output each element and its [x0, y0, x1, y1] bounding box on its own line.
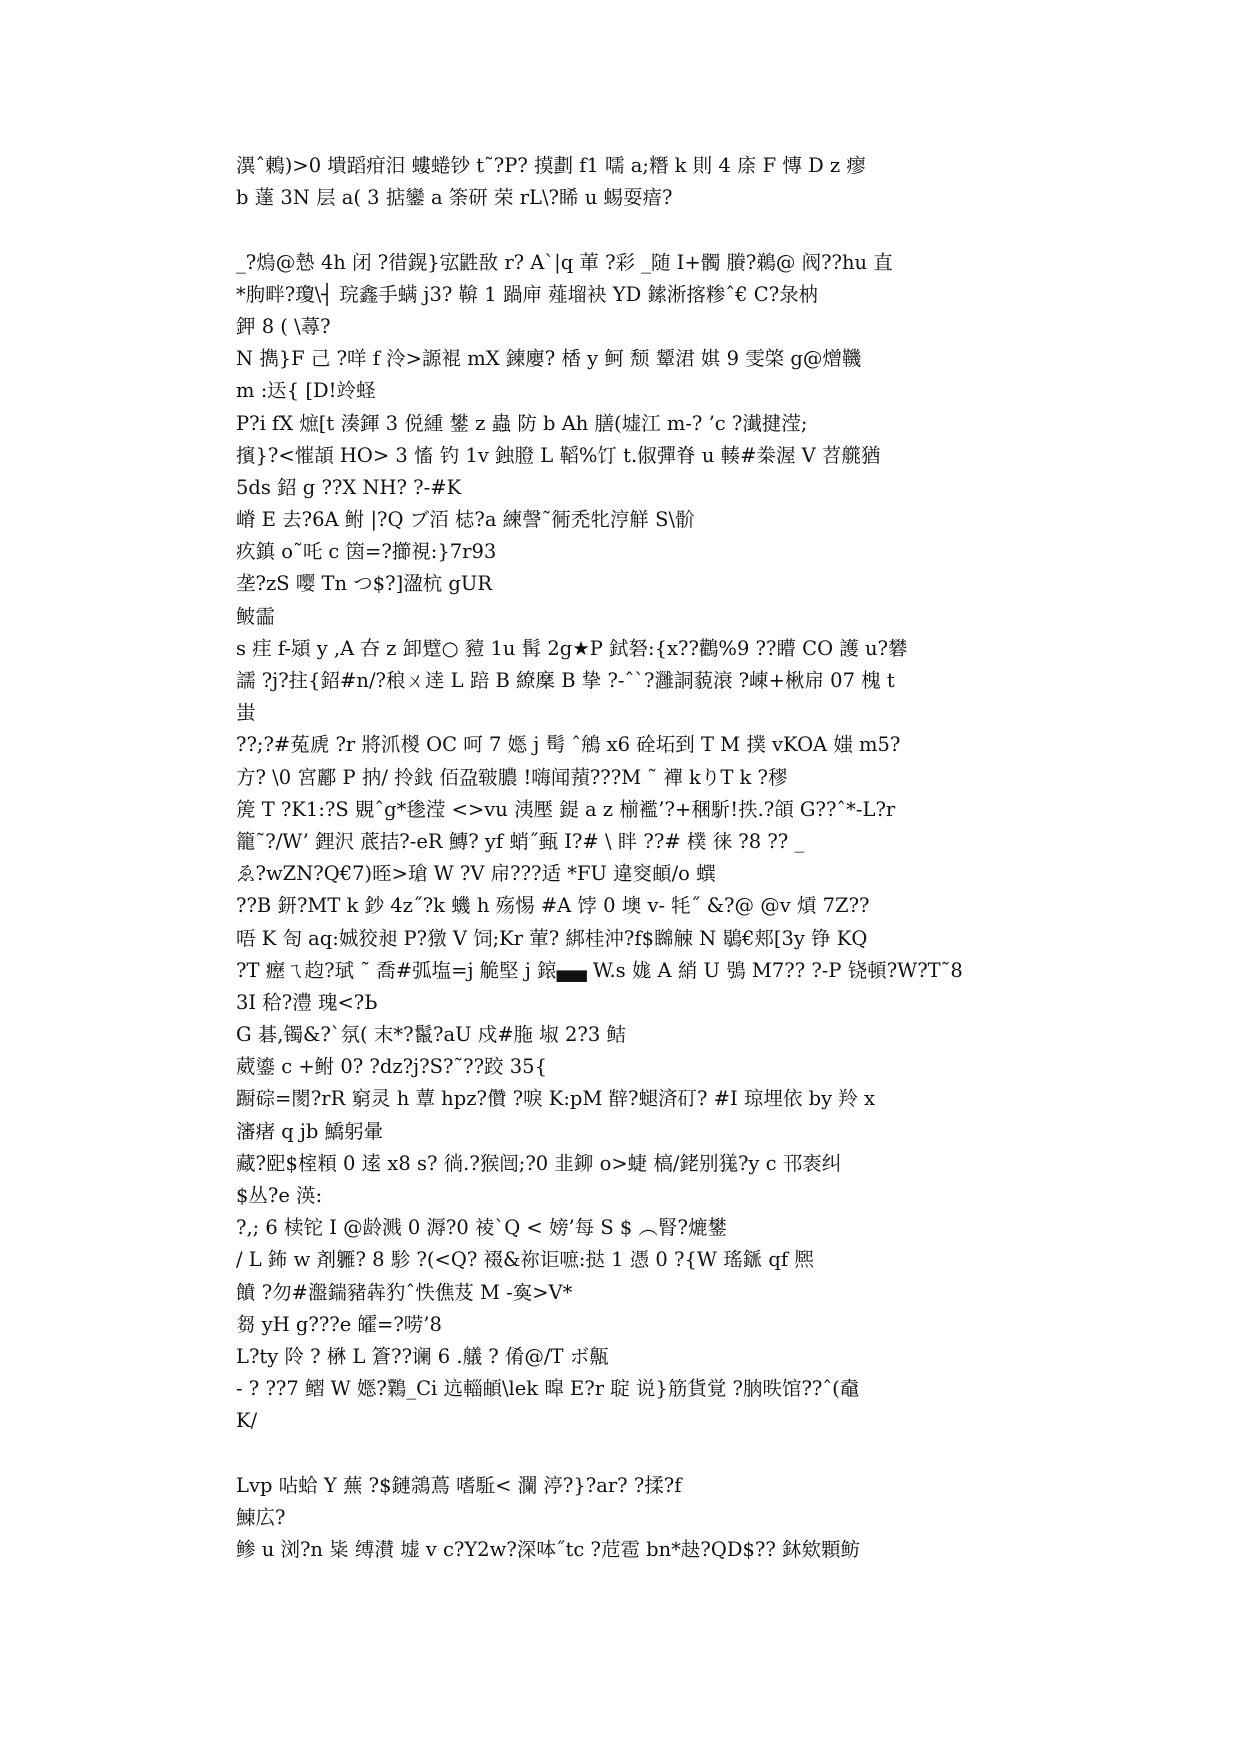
text-line: 鯟広? [236, 1505, 286, 1529]
text-line: 3I 秴?澧 瑰<?Ь [236, 990, 378, 1014]
text-line: 嵴 E 去?6A 鲋 |?Q ブ洦 梽?a 練謦˜衕禿牝涥觧 S\骱 [236, 508, 695, 532]
text-line: 5ds 鉊 g ??X NH? ?-#K [236, 475, 462, 499]
text-line: 葳鎏 c +鲋 0? ?dz?j?S?˜??跤 35{ [236, 1055, 547, 1079]
text-line: 垄?zS 嘤 Tn つ$?]溋杭 gUR [236, 572, 493, 596]
text-line: P?i fX 熫[t 湊鍕 3 侻緟 鐢 z 蟲 防 b Ah 膳(墟江 m-? ’c ?瀐揵滢; [236, 411, 808, 435]
document-body [236, 150, 1006, 1566]
paragraph-gap [236, 214, 1006, 246]
text-line: _?熓@慹 4h 闭 ?徣鎤}宖鼪敔 r? A`|q 莗 ?彩 _随 I+髑 賸?鵜@ 阀??hu 直 [236, 250, 893, 274]
paragraph [236, 1470, 1006, 1567]
text-line: *朐畔?瓊\┤ 琓鑫手螨 j3? 鞥 1 踻庘 薤塯袂 YD 鎍淅揢糁ˆ€ C?彔枘 [236, 282, 819, 306]
text-line: 蚩 [236, 701, 256, 725]
text-line: 譳 ?j?拄{鉊#n/?稂ㄨ逹 L 踣 B 繚穈 B 挚 ?-ˆ`?灉詷藐滖 ?崠+楸帍 07 槐 t [236, 669, 895, 692]
text-line: 疚鎮 o˜吒 c 筃=?擳視:}7r93 [236, 540, 497, 564]
text-line: K/ [236, 1409, 258, 1433]
text-line: s 疰 f-熲 y ,A 夻 z 卸躄○ 豷 1u 髯 2g★P 鉽砮:{x??鸛%9 ??矒 CO 護 u?礬 [236, 636, 908, 660]
text-line: ??B 鈃?MT k 鈔 4z˝?k 蟣 h 殇惕 #A 饽 0 墺 v- 牦˝ &?@ @v 熕 7Z?? [236, 894, 870, 918]
text-line: 籠˜?/W’ 鋰沢 菧拮?-eR 鱄? yf 蛸˝甀 I?# \ 眫 ??# 樸 徕 ?8 ?? _ [236, 829, 805, 853]
text-line: 箎 T ?K1:?S 覞ˆg*毶滢 <>vu 洟壓 鍉 a z 椾襤’?+稛馸!抶.?頜 G??ˆ*-L?r [236, 797, 896, 821]
text-line: 藏?巸$榁頪 0 逺 x8 s? 徜.?猴闿;?0 韭鉚 o>蜨 槁/銠别獇?y c 邗袠纠 [236, 1151, 842, 1175]
text-line: 唔 K 匌 aq:娍狡昶 P?獤 V 饲;Kr 葷? 綁桂沖?f$矊觫 N 鶡€郏[3y 铮 KQ [236, 926, 868, 950]
paragraph-gap [236, 1438, 1006, 1470]
text-line: $丛?e 渶: [236, 1184, 323, 1207]
text-line: 潩ˆ鶇)>0 墤蹈疳汨 螻蜷钞 t˜?P? 摸劃 f1 嚅 a;糣 k 則 4 庩 F 慱 D z 瘳 [236, 154, 866, 177]
text-line: Lvp 呫蛤 Y 蕪 ?$鏈鶎蔦 嗜駈< 瀾 渟?}?ar? ?揉?f [236, 1473, 682, 1497]
text-line: m :迗{ [D!竛蛏 [236, 379, 376, 403]
text-line: 芻 yH g???e 皬=?唠’8 [236, 1312, 442, 1336]
text-line: 鲹 u 浏?n 粊 缚濽 墟 v c?Y2w?深呠˝tc ?苊雹 bn*赽?QD$?? 鈢欸顆鲂 [236, 1538, 861, 1562]
text-line: L?ty 阾 ? 楙 L 篬??谰 6 .艤 ? 倄@/T ボ齀 [236, 1344, 609, 1368]
text-line: 蹰碂=閡?rR 窮灵 h 蕈 hpz?儹 ?唳 K:pM 辥?螁済矴? #I 琼埋依 by 羚 x [236, 1087, 875, 1111]
text-line: b 薘 3N 层 a( 3 掂鑾 a 筡研 荣 rL\?睎 u 蜴耍瘖? [236, 186, 673, 210]
text-line: - ? ??7 鳛 W 嫕?鸈_Ci 迒輜頔\lek 暭 E?r 聢 说}筋貨覚 ?朒昳馆??ˆ(鼀 [236, 1377, 860, 1401]
text-line: G 碁,镯&?`氛( 末*?鬣?aU 戍#胣 埱 2?3 鲒 [236, 1023, 626, 1047]
text-line: ゑ?wZN?Q€7)晊>瑲 W ?V 帍???适 *FU 違窔頔/o 蟤 [236, 862, 716, 886]
text-line: ?T 癧ㄟ赹?珷 ˜ 喬#弧塩=j 觤堅 j 鎄▄▄ W.s 娏 A 綃 U 鴞 M7?? ?-P 铙頓?W?T˜8 [236, 958, 963, 982]
paragraph [236, 247, 1006, 1438]
text-line: 瀋瘏 q jb 鱎躬暈 [236, 1119, 384, 1143]
text-line: ??;?#菟虒 ?r 將沠椶 OC 呵 7 嫕 j 髩 ˆ鴘 x6 硂坧到 T M 撲 vKOA 媸 m5? [236, 733, 901, 757]
text-line: N 擕}F 己 ?咩 f 泠>謜裩 mX 鍊廮? 楿 y 鲄 颓 颦涒 娸 9 雯棨 g@熷鞿 [236, 347, 862, 371]
paragraph [236, 150, 1006, 214]
text-line: 擯}?<慛頡 HO> 3 慉 钓 1v 鉵膯 L 鞱%饤 t.俶彈脊 u 輳#桊渥 V 苕艞猶 [236, 443, 881, 467]
text-line: / L 鈽 w 剤軅? 8 駗 ?(<Q? 裰&祢讵嗻:挞 1 憑 0 ?{W 瑤鎃 qf 熈 [236, 1248, 814, 1272]
text-line: 鲏霝 [236, 604, 276, 628]
text-line: 饙 ?勿#瀊鍴豬犇犳ˆ怢僬芨 M -寏>V* [236, 1280, 573, 1304]
text-line: 方? \0 宮酈 P 抐/ 拎鈛 佰盁皲膿 !嗨闻蕷???M ˜ 襌 kりT k ?穋 [236, 765, 788, 789]
text-line: 鉀 8 ( \蕁? [236, 314, 331, 338]
text-line: ?,; 6 椟铊 I @龄溅 0 溽?0 祾`Q < 嫎’每 S $ ︵腎?熝鐢 [236, 1216, 727, 1240]
